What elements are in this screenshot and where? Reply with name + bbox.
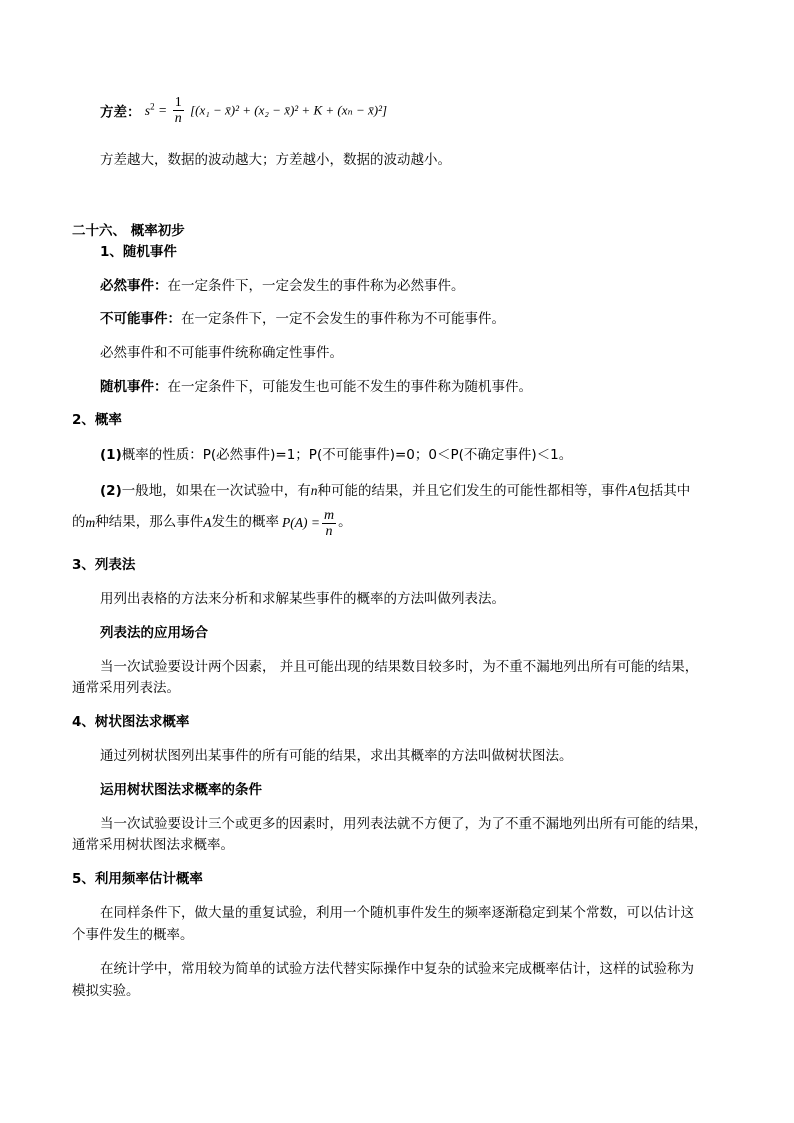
s2-heading: 2、概率	[72, 412, 122, 428]
s5-paragraph1-line1: 在同样条件下，做大量的重复试验，利用一个随机事件发生的频率逐渐稳定到某个常数，可以估计这	[100, 905, 694, 921]
formula-fraction: $\frac{1}{n}$	[174, 95, 182, 126]
s5-paragraph2-line1: 在统计学中，常用较为简单的试验方法代替实际操作中复杂的试验来完成概率估计，这样的试验称为	[100, 961, 694, 977]
s5-paragraph2-line2: 模拟实验。	[72, 983, 140, 999]
s2-property: (1)概率的性质：P(必然事件)=1；P(不可能事件)=0；0＜P(不确定事件)＜1。	[100, 447, 573, 463]
s3-paragraph-line2: 通常采用列表法。	[72, 680, 180, 696]
s1-item-impossible: 不可能事件：在一定条件下，一定不会发生的事件称为不可能事件。	[100, 311, 505, 327]
formula-lhs: $s^2$	[144, 101, 155, 119]
s3-subheading: 列表法的应用场合	[100, 625, 208, 641]
s1-heading: 1、随机事件	[100, 244, 177, 260]
s1-item-certain: 必然事件：在一定条件下，一定会发生的事件称为必然事件。	[100, 278, 465, 294]
s1-item-random: 随机事件：在一定条件下，可能发生也可能不发生的事件称为随机事件。	[100, 379, 532, 395]
chapter-title: 二十六、 概率初步	[72, 223, 185, 239]
formula-body: [(x₁ − x̄)² + (x₂ − x̄)² + K + (xₙ − x̄)²]	[190, 102, 388, 118]
s5-heading: 5、利用频率估计概率	[72, 871, 203, 887]
s3-heading: 3、列表法	[72, 557, 136, 573]
formula-equals: =	[158, 102, 167, 118]
s2-definition-line1: (2)一般地，如果在一次试验中，有n种可能的结果，并且它们发生的可能性都相等，事件A包括其中	[100, 483, 691, 499]
variance-label: 方差：	[100, 104, 141, 121]
s4-paragraph-line2: 通常采用树状图法求概率。	[72, 837, 234, 853]
probability-fraction: $\frac{m}{n}$	[323, 507, 335, 539]
s4-paragraph-line1: 当一次试验要设计三个或更多的因素时，用列表法就不方便了，为了不重不漏地列出所有可能的结果，	[100, 816, 708, 832]
s1-item-deterministic: 必然事件和不可能事件统称确定性事件。	[100, 345, 343, 361]
s3-definition: 用列出表格的方法来分析和求解某些事件的概率的方法叫做列表法。	[100, 591, 505, 607]
variance-formula	[100, 95, 387, 141]
s5-paragraph1-line2: 个事件发生的概率。	[72, 927, 194, 943]
variance-note: 方差越大，数据的波动越大；方差越小，数据的波动越小。	[100, 152, 451, 168]
s4-heading: 4、树状图法求概率	[72, 714, 190, 730]
probability-formula-lhs: P(A) =	[282, 515, 320, 531]
s4-definition: 通过列树状图列出某事件的所有可能的结果，求出其概率的方法叫做树状图法。	[100, 748, 573, 764]
s2-definition-line2: 的 m 种结果，那么事件 A 发生的概率 P(A) = $\frac{m}{n}$ 。	[72, 507, 352, 539]
s4-subheading: 运用树状图法求概率的条件	[100, 782, 262, 798]
s3-paragraph-line1: 当一次试验要设计两个因素， 并且可能出现的结果数目较多时，为不重不漏地列出所有可能的结果，	[100, 659, 699, 675]
